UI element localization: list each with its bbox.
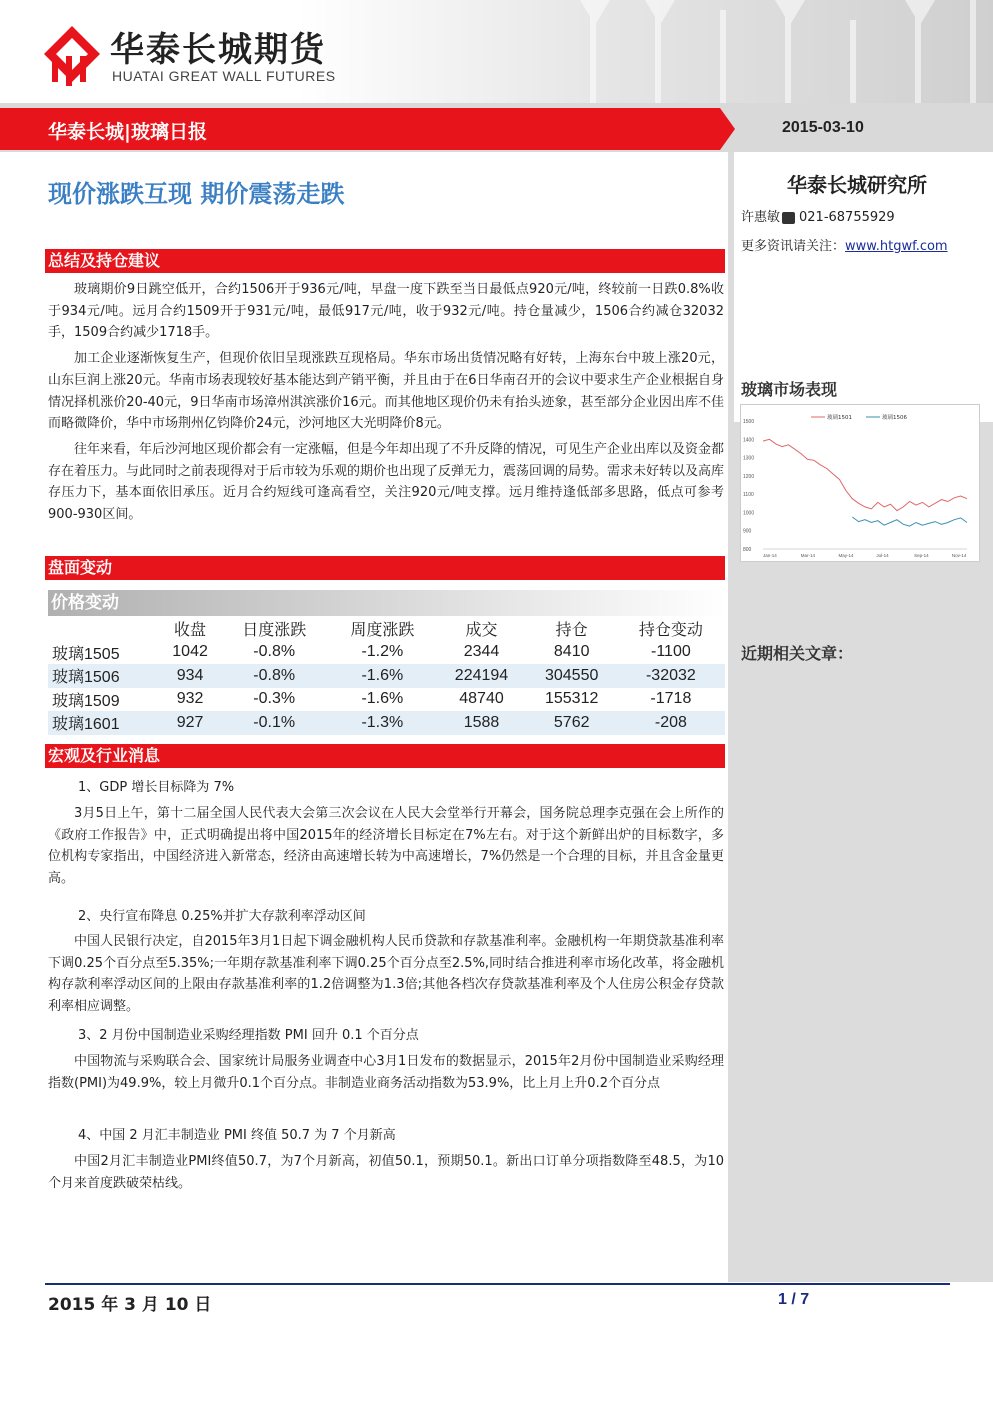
table-header (48, 617, 160, 641)
table-cell: -0.8% (220, 664, 328, 688)
news-body (48, 931, 724, 1018)
table-cell: 48740 (459, 690, 504, 708)
news-title: 1、GDP 增长目标降为 7% (78, 780, 235, 795)
table-cell: 932 (176, 690, 204, 708)
analyst-phone: 021-68755929 (799, 210, 895, 225)
table-cell: -1.6% (361, 690, 404, 708)
analyst-name: 许惠敏 (741, 210, 781, 225)
page-title: 现价涨跌互现 期价震荡走跌 (48, 180, 345, 208)
table-cell: 5762 (527, 711, 617, 735)
section-market-heading: 盘面变动 (45, 556, 725, 580)
table-header: 收盘 (174, 622, 207, 640)
news-paragraph: 中国人民银行决定，自2015年3月1日起下调金融机构人民币贷款和存款基准利率。金融机构一年期贷款基准利率下调0.25个百分点至5.35%;一年期存款基准利率下调0.25个百分点至2.5%,同时结合推进利率市场化改革，将金融机构存款利率浮动区间的上限由存款基准利率的1.2倍调整为1.3倍;其他各档次存贷款基准利率及个人住房公积金存贷款利率相应调整。 (48, 934, 724, 1015)
table-row (48, 641, 725, 665)
summary-paragraph: 往年来看，年后沙河地区现价都会有一定涨幅，但是今年却出现了不升反降的情况，可见生产企业出库以及资金都存在着压力。与此同时之前表现得对于后市较为乐观的期价也出现了反弹无力，震荡回调的局势。需求未好转以及高库存压力下，基本面依旧承压。近月合约短线可逢高看空，关注920元/吨支撑。远月维持逢低部多思路，低点可参考900-930区间。 (48, 441, 725, 523)
table-cell: 155312 (544, 690, 599, 708)
table-cell: 玻璃1506 (48, 664, 160, 688)
table-header: 日度涨跌 (242, 622, 307, 640)
x-tick-label: Jan-14 (763, 553, 777, 558)
x-tick-label: May-14 (838, 553, 854, 558)
table-cell: 8410 (553, 643, 590, 661)
news-title: 4、中国 2 月汇丰制造业 PMI 终值 50.7 为 7 个月新高 (78, 1128, 396, 1143)
news-paragraph: 3月5日上午，第十二届全国人民代表大会第三次会议在人民大会堂举行开幕会，国务院总理李克强在会上所作的《政府工作报告》中，正式明确提出将中国2015年的经济增长目标定在7%左右。对于这个新鲜出炉的目标数字，多位机构专家指出，中国经济进入新常态，经济由高速增长转为中高速增长，7%仍然是一个合理的目标，并且含金量更高。 (48, 806, 724, 887)
table-cell: 927 (160, 711, 220, 735)
news-body (48, 1051, 724, 1094)
table-cell: 玻璃1509 (52, 692, 120, 710)
news-title: 2、央行宣布降息 0.25%并扩大存款利率浮动区间 (78, 909, 366, 924)
legend-label: 玻璃1506 (882, 415, 907, 421)
page-header (0, 0, 993, 103)
table-header: 持仓 (555, 622, 588, 640)
report-series-title: 华泰长城|玻璃日报 (48, 121, 207, 143)
company-name-en: HUATAI GREAT WALL FUTURES (112, 68, 336, 84)
table-row (48, 711, 725, 735)
header-decoration (560, 0, 993, 103)
section-news-heading: 宏观及行业消息 (45, 744, 725, 768)
table-header: 周度涨跌 (350, 622, 415, 640)
company-logo (44, 26, 100, 86)
institute-name: 华泰长城研究所 (787, 173, 927, 197)
table-cell: 1042 (172, 643, 208, 661)
table-cell: 玻璃1505 (52, 645, 120, 663)
price-table (48, 617, 725, 735)
footer-date: 2015 年 3 月 10 日 (48, 1295, 212, 1315)
section-summary-heading: 总结及持仓建议 (45, 249, 725, 273)
summary-paragraph: 加工企业逐渐恢复生产，但现价依旧呈现涨跌互现格局。华东市场出货情况略有好转，上海东台中玻上涨20元，山东巨润上涨20元。华南市场表现较好基本能达到产销平衡，并且由于在6日华南召开的会议中要求生产企业根据自身情况择机涨价20-40元，9日华南市场漳州淇滨涨价16元。而其他地区现价仍未有抬头迹象，甚至部分企业因出库不佳而略微降价，华中市场荆州亿钧降价24元，沙河地区大光明降价8元。 (48, 351, 724, 432)
summary-paragraph: 玻璃期价9日跳空低开，合约1506开于936元/吨，早盘一度下跌至当日最低点920元/吨，终较前一日跌0.8%收于934元/吨。远月合约1509开于931元/吨，最低917元/吨，收于932元/吨。持仓量减少，1506合约减仓32032手，1509合约减少1718手。 (48, 282, 724, 341)
table-header: 成交 (465, 622, 498, 640)
table-header-row (48, 617, 725, 641)
y-tick-label: 1400 (743, 437, 755, 444)
analyst-contact (741, 206, 895, 225)
report-date: 2015-03-10 (782, 119, 864, 136)
summary-text (48, 279, 724, 526)
news-paragraph: 中国2月汇丰制造业PMI终值50.7，为7个月新高，初值50.1，预期50.1。新出口订单分项指数降至48.5，为10个月来首度跌破荣枯线。 (48, 1154, 724, 1191)
table-cell: -1718 (650, 690, 692, 708)
follow-label: 更多资讯请关注： (741, 239, 846, 254)
market-chart (740, 404, 980, 562)
x-tick-label: Nov-14 (951, 553, 967, 558)
y-tick-label: 1500 (743, 419, 755, 425)
related-articles-heading: 近期相关文章： (741, 644, 854, 663)
table-cell: 304550 (527, 664, 617, 688)
legend-label: 玻璃1501 (827, 415, 852, 421)
x-tick-label: Jul-14 (876, 553, 889, 558)
table-cell: 玻璃1601 (48, 711, 160, 735)
y-tick-label: 1000 (743, 510, 755, 517)
table-cell: -1.2% (361, 643, 404, 661)
market-chart-svg (741, 405, 979, 561)
table-cell: -1.6% (328, 664, 436, 688)
news-body (48, 1151, 724, 1194)
table-cell: -32032 (617, 664, 725, 688)
page-number: 1 / 7 (778, 1291, 810, 1308)
y-tick-label: 800 (743, 547, 752, 553)
x-tick-label: Sep-14 (914, 553, 929, 558)
news-body (48, 803, 724, 890)
table-header: 持仓变动 (638, 622, 703, 640)
table-cell: 2344 (463, 643, 500, 661)
table-cell: -0.3% (253, 690, 296, 708)
market-chart-heading: 玻璃市场表现 (741, 380, 838, 399)
table-cell: -0.1% (220, 711, 328, 735)
phone-icon (782, 212, 795, 224)
table-cell: -1.3% (328, 711, 436, 735)
news-title: 3、2 月份中国制造业采购经理指数 PMI 回升 0.1 个百分点 (78, 1028, 419, 1043)
table-row (48, 688, 725, 712)
table-cell: 1588 (436, 711, 526, 735)
y-tick-label: 1200 (743, 473, 755, 480)
table-cell: 224194 (436, 664, 526, 688)
table-row (48, 664, 725, 688)
y-tick-label: 1100 (743, 492, 754, 499)
series-line-2 (852, 517, 967, 526)
series-line-1 (763, 439, 967, 510)
news-paragraph: 中国物流与采购联合会、国家统计局服务业调查中心3月1日发布的数据显示，2015年2月份中国制造业采购经理指数(PMI)为49.9%，较上月微升0.1个百分点。非制造业商务活动指数为53.9%，比上月上升0.2个百分点 (48, 1054, 724, 1091)
x-tick-label: Mar-14 (800, 553, 816, 558)
table-cell: -0.8% (253, 643, 296, 661)
price-change-heading: 价格变动 (48, 590, 725, 616)
website-link[interactable]: www.htgwf.com (845, 239, 948, 254)
y-tick-label: 900 (743, 528, 752, 535)
table-cell: -1100 (651, 643, 691, 661)
footer-divider (45, 1283, 950, 1285)
company-name-cn: 华泰长城期货 (110, 30, 326, 70)
y-tick-label: 1300 (743, 455, 755, 462)
follow-line (741, 235, 948, 254)
table-cell: -208 (617, 711, 725, 735)
table-cell: 934 (160, 664, 220, 688)
